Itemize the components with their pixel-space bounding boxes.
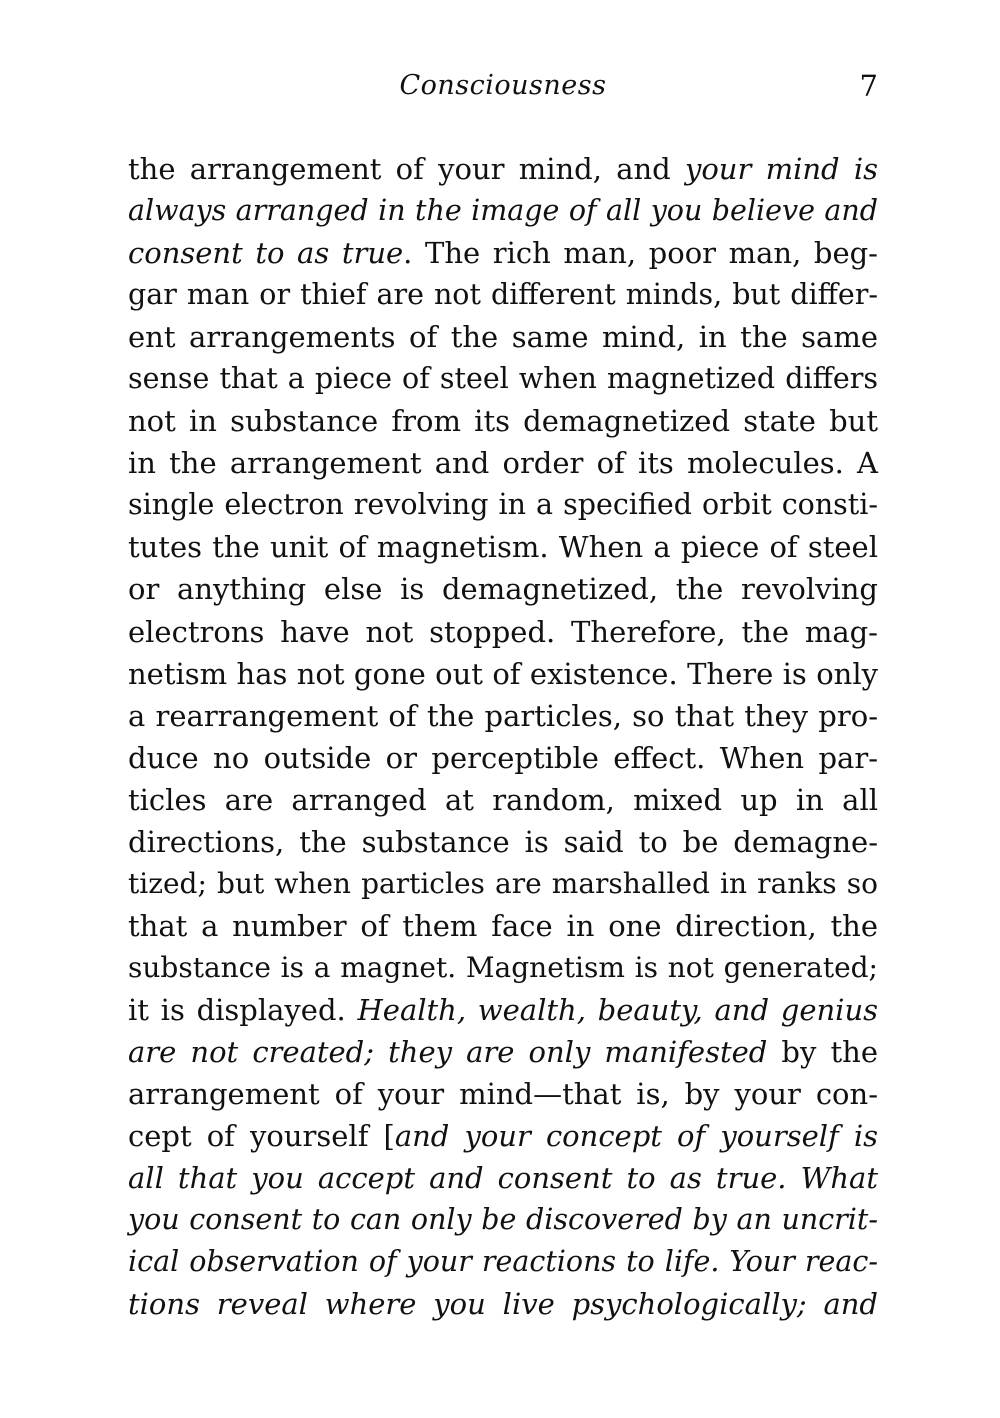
text-segment: arrangement of your mind—that is, by your con- xyxy=(128,1077,878,1112)
text-segment: ticles are arranged at random, mixed up in all xyxy=(128,782,878,817)
italic-text-segment: always arranged in the image of all you believe and xyxy=(128,194,878,228)
text-segment: a rearrangement of the particles, so that they pro- xyxy=(128,698,878,733)
text-segment: or anything else is demagnetized, the revolving xyxy=(128,572,878,607)
page-number: 7 xyxy=(859,69,878,103)
text-line xyxy=(128,1241,878,1283)
text-line xyxy=(128,484,878,526)
text-line xyxy=(128,611,878,653)
text-line xyxy=(128,232,878,274)
text-line xyxy=(128,148,878,190)
text-segment: . The rich man, poor man, beg- xyxy=(403,236,878,271)
text-line xyxy=(128,400,878,442)
text-line xyxy=(128,1283,878,1325)
italic-text-segment: consent to as true xyxy=(128,236,404,271)
running-head xyxy=(128,66,878,106)
italic-text-segment: your mind is xyxy=(684,152,878,186)
italic-text-segment: Health, wealth, beauty, and genius xyxy=(357,992,879,1027)
text-segment: directions, the substance is said to be demagne- xyxy=(128,824,878,859)
text-segment: gar man or thief are not different minds, but differ- xyxy=(128,278,878,312)
italic-text-segment: tions reveal where you live psychologically; and xyxy=(128,1287,878,1322)
text-line xyxy=(128,695,878,737)
text-line xyxy=(128,316,878,358)
text-line xyxy=(128,821,878,863)
text-line xyxy=(128,274,878,316)
text-segment: cept of yourself [ xyxy=(128,1119,395,1154)
text-line xyxy=(128,526,878,568)
running-title: Consciousness xyxy=(399,70,607,101)
text-line xyxy=(128,989,878,1031)
text-segment: electrons have not stopped. Therefore, the mag- xyxy=(128,614,878,649)
text-line xyxy=(128,947,878,989)
text-line xyxy=(128,358,878,400)
text-segment: ent arrangements of the same mind, in the same xyxy=(128,320,878,355)
italic-text-segment: all that you accept and consent to as true. What xyxy=(128,1161,878,1196)
italic-text-segment: you consent to can only be discovered by an uncrit- xyxy=(128,1203,878,1237)
text-segment: the arrangement of your mind, and xyxy=(128,152,685,186)
text-segment: tutes the unit of magnetism. When a piece of steel xyxy=(128,530,878,565)
text-segment: netism has not gone out of existence. There is only xyxy=(128,656,878,691)
text-line xyxy=(128,1031,878,1073)
text-line xyxy=(128,442,878,484)
italic-text-segment: are not created; they are only manifested xyxy=(128,1034,768,1069)
text-line xyxy=(128,737,878,779)
text-segment: duce no outside or perceptible effect. When par- xyxy=(128,740,878,775)
italic-text-segment: ical observation of your reactions to life. Your reac- xyxy=(128,1245,878,1279)
text-line xyxy=(128,1157,878,1199)
text-line xyxy=(128,568,878,610)
text-segment: that a number of them face in one direction, the xyxy=(128,908,878,943)
text-segment: not in substance from its demagnetized state but xyxy=(128,404,878,439)
text-segment: it is displayed. xyxy=(128,992,358,1027)
text-segment: substance is a magnet. Magnetism is not generated; xyxy=(128,950,878,984)
text-segment: tized; but when particles are marshalled in ranks so xyxy=(128,866,878,900)
text-line xyxy=(128,905,878,947)
text-segment: in the arrangement and order of its molecules. A xyxy=(128,446,878,481)
text-line xyxy=(128,863,878,905)
text-line xyxy=(128,190,878,232)
text-line xyxy=(128,779,878,821)
body-text xyxy=(128,148,878,1325)
text-line xyxy=(128,1073,878,1115)
text-line xyxy=(128,653,878,695)
text-segment: by the xyxy=(767,1034,878,1069)
text-line xyxy=(128,1115,878,1157)
italic-text-segment: and your concept of yourself is xyxy=(394,1119,878,1154)
text-segment: sense that a piece of steel when magnetized differs xyxy=(128,362,878,396)
text-line xyxy=(128,1199,878,1241)
text-segment: single electron revolving in a specified orbit consti- xyxy=(128,488,878,522)
